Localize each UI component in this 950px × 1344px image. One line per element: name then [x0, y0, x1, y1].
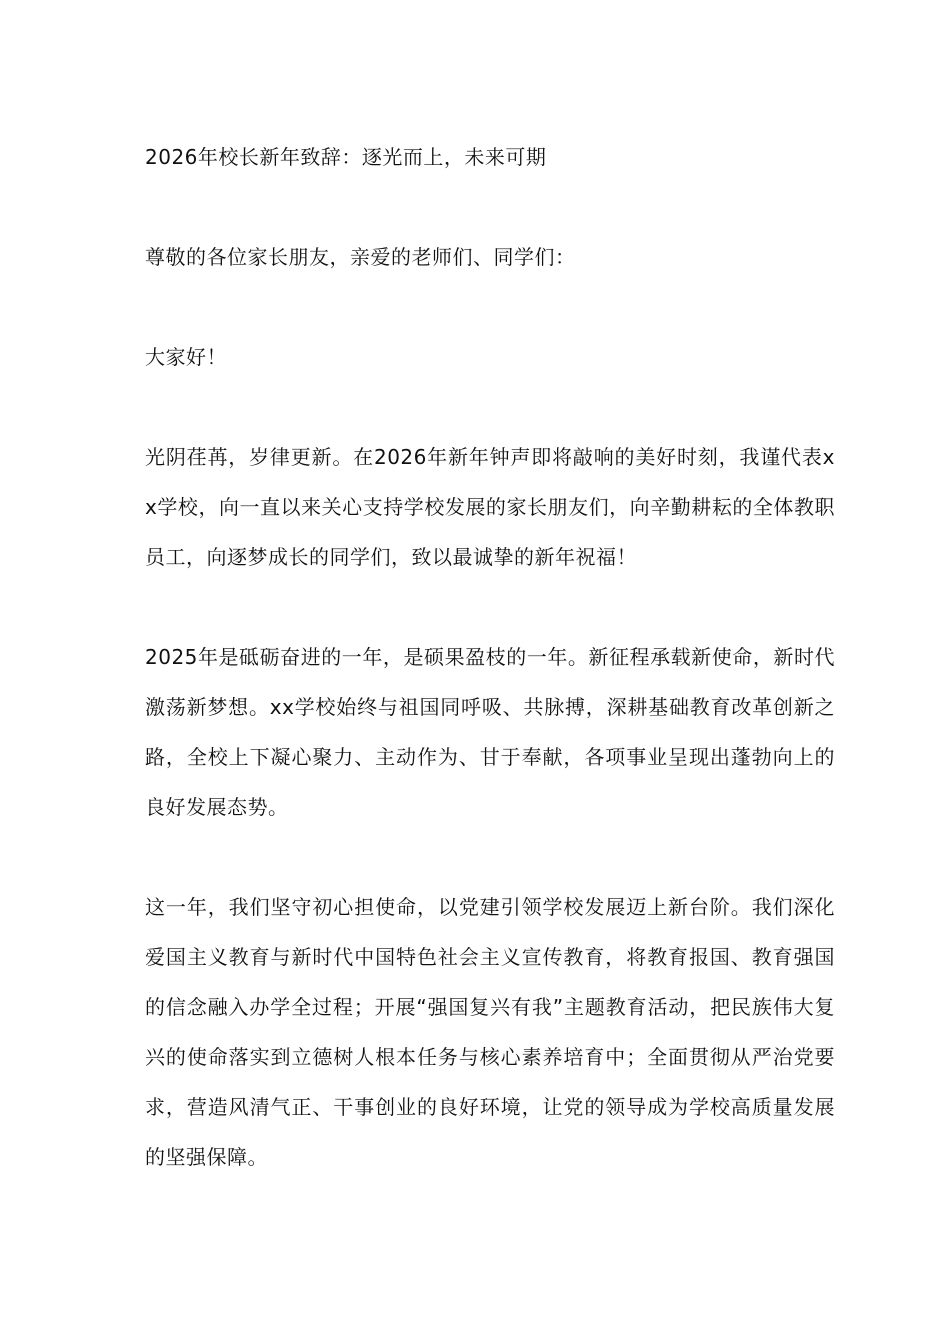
greeting: 大家好！ [145, 345, 227, 369]
salutation: 尊敬的各位家长朋友，亲爱的老师们、同学们： [145, 245, 576, 269]
paragraph-2025-review: 2025年是砥砺奋进的一年，是硕果盈枝的一年。新征程承载新使命，新时代激荡新梦想。xx学校始终与祖国同呼吸、共脉搏，深耕基础教育改革创新之路，全校上下凝心聚力、主动作为、甘于奉献，各项事业呈现出蓬勃向上的良好发展态势。 [145, 645, 835, 819]
paragraph-party-building: 这一年，我们坚守初心担使命，以党建引领学校发展迈上新台阶。我们深化爱国主义教育与新时代中国特色社会主义宣传教育，将教育报国、教育强国的信念融入办学全过程；开展“强国复兴有我”主题教育活动，把民族伟大复兴的使命落实到立德树人根本任务与核心素养培育中；全面贯彻从严治党要求，营造风清气正、干事创业的良好环境，让党的领导成为学校高质量发展的坚强保障。 [145, 895, 835, 1169]
document-body [145, 132, 835, 1182]
paragraph-new-year-wishes: 光阴荏苒，岁律更新。在2026年新年钟声即将敲响的美好时刻，我谨代表xx学校，向一直以来关心支持学校发展的家长朋友们，向辛勤耕耘的全体教职员工，向逐梦成长的同学们，致以最诚挚的新年祝福！ [145, 445, 835, 569]
document-title: 2026年校长新年致辞：逐光而上，未来可期 [145, 145, 547, 169]
